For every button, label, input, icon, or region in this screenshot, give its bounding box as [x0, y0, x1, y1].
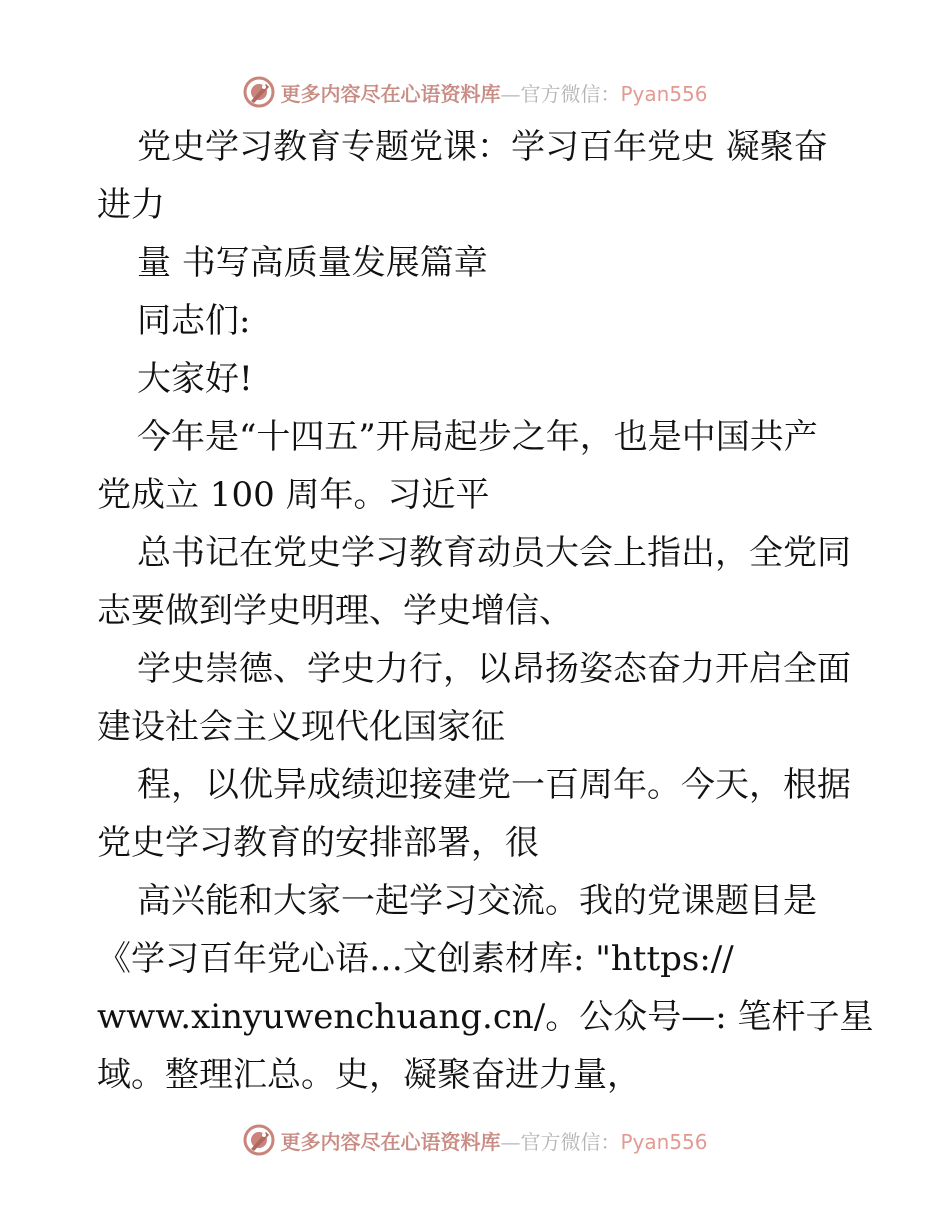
separator: —	[500, 1129, 521, 1154]
separator: —	[500, 81, 521, 106]
body-line: 域。整理汇总。史，凝聚奋进力量，	[97, 1055, 641, 1095]
body-line: 《学习百年党心语…文创素材库: "https://	[97, 939, 734, 979]
title-line-3: 量 书写高质量发展篇章	[137, 243, 488, 283]
title-line-1: 党史学习教育专题党课：学习百年党史 凝聚奋	[137, 127, 828, 167]
body-line: 高兴能和大家一起学习交流。我的党课题目是	[137, 881, 817, 921]
body-line: 今年是“十四五”开局起步之年，也是中国共产	[137, 417, 818, 457]
pen-nib-circle-icon	[242, 75, 276, 109]
title-line-2: 进力	[97, 185, 165, 225]
body-line: 建设社会主义现代化国家征	[97, 707, 505, 747]
body-line: www.xinyuwenchuang.cn/。公众号—: 笔杆子星	[97, 997, 874, 1037]
brand-text: 更多内容尽在心语资料库	[280, 81, 501, 106]
brand-text: 更多内容尽在心语资料库	[280, 1129, 501, 1154]
wechat-id: Pyan556	[620, 81, 708, 106]
header-watermark	[0, 72, 950, 112]
header-watermark-text	[280, 78, 707, 107]
wechat-id: Pyan556	[620, 1129, 708, 1154]
pen-nib-circle-icon	[242, 1123, 276, 1157]
footer-watermark	[0, 1120, 950, 1160]
footer-watermark-text	[280, 1126, 707, 1155]
body-line: 程，以优异成绩迎接建党一百周年。今天，根据	[137, 765, 851, 805]
greeting: 大家好!	[137, 359, 253, 399]
body-line: 党成立 100 周年。习近平	[97, 475, 490, 515]
wechat-label: 官方微信：	[520, 81, 621, 106]
wechat-label: 官方微信：	[520, 1129, 621, 1154]
body-line: 党史学习教育的安排部署，很	[97, 823, 539, 863]
document-body	[97, 118, 874, 1104]
salutation: 同志们:	[137, 301, 251, 341]
body-line: 总书记在党史学习教育动员大会上指出，全党同	[137, 533, 851, 573]
body-line: 志要做到学史明理、学史增信、	[97, 591, 573, 631]
body-line: 学史崇德、学史力行，以昂扬姿态奋力开启全面	[137, 649, 851, 689]
